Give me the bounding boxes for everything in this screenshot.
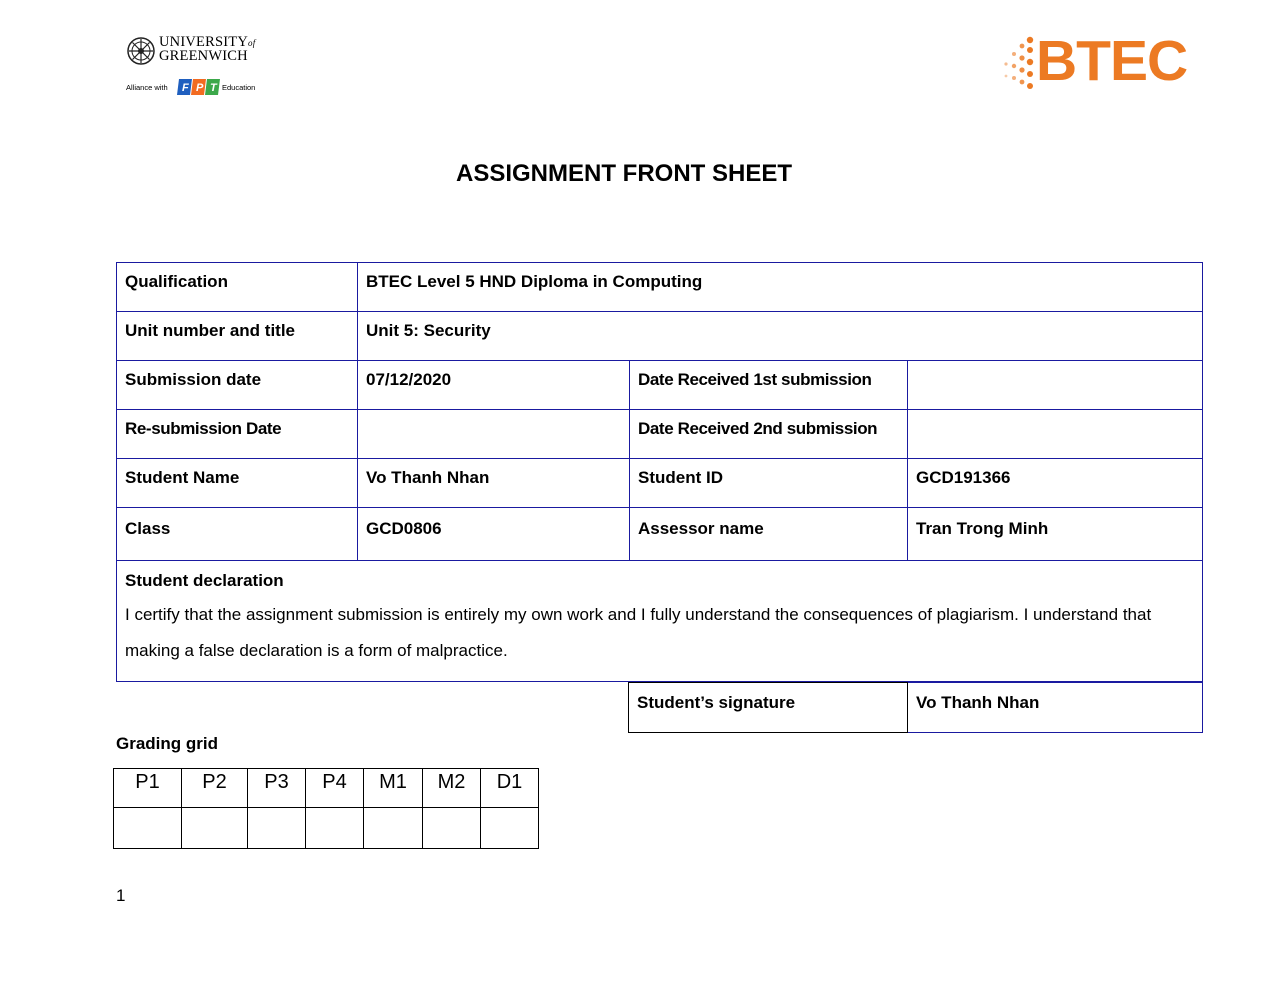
qualification-value: BTEC Level 5 HND Diploma in Computing bbox=[358, 263, 1203, 312]
declaration-text: I certify that the assignment submission is entirely my own work and I fully understand the consequences of plagiarism. I understand that making a false declaration is a form of malpractice. bbox=[125, 605, 1152, 660]
grade-cell bbox=[182, 808, 248, 849]
grade-header: M2 bbox=[423, 769, 481, 808]
class-label: Class bbox=[117, 508, 358, 561]
table-row bbox=[117, 263, 1203, 312]
table-row bbox=[117, 361, 1203, 410]
table-row bbox=[117, 459, 1203, 508]
fpt-letter-t: T bbox=[210, 82, 217, 94]
signature-value: Vo Thanh Nhan bbox=[908, 683, 1203, 733]
grade-cell bbox=[248, 808, 306, 849]
unit-label: Unit number and title bbox=[117, 312, 358, 361]
table-row bbox=[117, 508, 1203, 561]
university-of-greenwich-logo bbox=[126, 34, 266, 104]
table-row bbox=[117, 410, 1203, 459]
table-row bbox=[114, 808, 539, 849]
signature-label: Student’s signature bbox=[629, 683, 908, 733]
submission-date-value: 07/12/2020 bbox=[358, 361, 630, 410]
received-1st-value bbox=[908, 361, 1203, 410]
table-row bbox=[629, 683, 1203, 733]
grade-header: P3 bbox=[248, 769, 306, 808]
dots-icon bbox=[1000, 34, 1040, 94]
grading-grid bbox=[113, 768, 539, 849]
alliance-text: Alliance with bbox=[126, 83, 168, 92]
assignment-info-table bbox=[116, 262, 1203, 682]
signature-table bbox=[628, 682, 1203, 733]
grade-header: P4 bbox=[306, 769, 364, 808]
fpt-logo-icon bbox=[177, 78, 221, 96]
grading-grid-label: Grading grid bbox=[116, 734, 218, 753]
student-name-label: Student Name bbox=[117, 459, 358, 508]
qualification-label: Qualification bbox=[117, 263, 358, 312]
grade-cell bbox=[114, 808, 182, 849]
grade-header: P1 bbox=[114, 769, 182, 808]
table-row bbox=[117, 561, 1203, 682]
grade-cell bbox=[364, 808, 423, 849]
unit-value: Unit 5: Security bbox=[358, 312, 1203, 361]
received-2nd-value bbox=[908, 410, 1203, 459]
grade-header: M1 bbox=[364, 769, 423, 808]
crest-icon bbox=[126, 36, 156, 66]
grade-cell bbox=[306, 808, 364, 849]
page-number: 1 bbox=[116, 886, 126, 905]
university-name: UNIVERSITYof GREENWICH bbox=[159, 34, 256, 64]
table-row bbox=[117, 312, 1203, 361]
student-name-value: Vo Thanh Nhan bbox=[358, 459, 630, 508]
class-value: GCD0806 bbox=[358, 508, 630, 561]
grade-header: D1 bbox=[481, 769, 539, 808]
grade-cell bbox=[481, 808, 539, 849]
received-1st-label: Date Received 1st submission bbox=[630, 361, 908, 410]
resubmission-date-value bbox=[358, 410, 630, 459]
submission-date-label: Submission date bbox=[117, 361, 358, 410]
student-id-label: Student ID bbox=[630, 459, 908, 508]
student-id-value: GCD191366 bbox=[908, 459, 1203, 508]
resubmission-date-label: Re-submission Date bbox=[117, 410, 358, 459]
table-row bbox=[114, 769, 539, 808]
assessor-label: Assessor name bbox=[630, 508, 908, 561]
assessor-value: Tran Trong Minh bbox=[908, 508, 1203, 561]
page-title: ASSIGNMENT FRONT SHEET bbox=[455, 160, 792, 187]
received-2nd-label: Date Received 2nd submission bbox=[630, 410, 908, 459]
student-declaration bbox=[117, 561, 1203, 682]
grade-cell bbox=[423, 808, 481, 849]
fpt-letter-f: F bbox=[182, 82, 189, 94]
btec-logo bbox=[1000, 29, 1195, 98]
grade-header: P2 bbox=[182, 769, 248, 808]
btec-wordmark: BTEC bbox=[1036, 29, 1188, 93]
declaration-heading: Student declaration bbox=[125, 571, 284, 590]
education-text: Education bbox=[222, 83, 256, 92]
fpt-letter-p: P bbox=[196, 82, 204, 94]
